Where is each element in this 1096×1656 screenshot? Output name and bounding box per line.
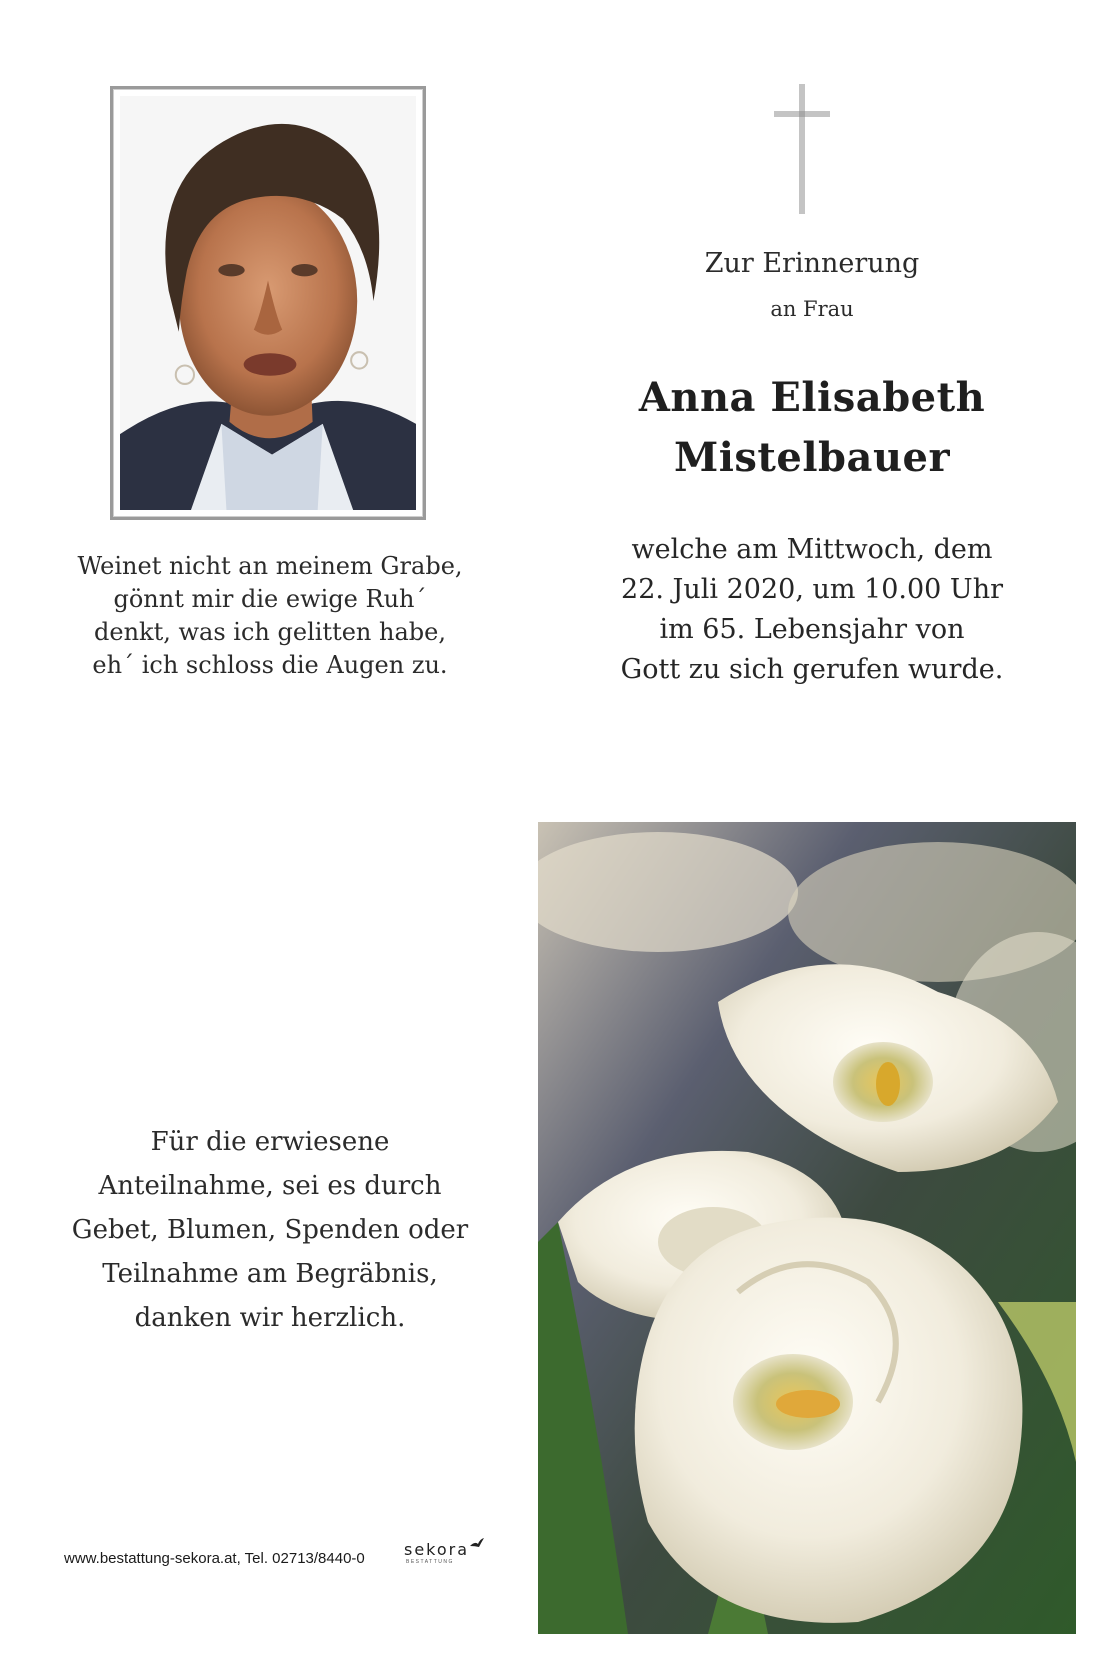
verse-line: denkt, was ich gelitten habe, — [94, 618, 446, 646]
death-line: Gott zu sich gerufen wurde. — [620, 654, 1004, 685]
logo-text: sekora — [404, 1540, 470, 1559]
sekora-logo — [404, 1540, 469, 1565]
verse-line: gönnt mir die ewige Ruh´ — [113, 585, 427, 613]
verse-line: Weinet nicht an meinem Grabe, — [77, 552, 463, 580]
memorial-panel — [548, 0, 1076, 800]
cross-icon — [770, 84, 834, 214]
thanks-text — [60, 1120, 480, 1340]
verse-line: eh´ ich schloss die Augen zu. — [92, 651, 448, 679]
memorial-heading: Zur Erinnerung — [704, 248, 920, 279]
memorial-subheading: an Frau — [770, 297, 854, 321]
flower-panel — [538, 822, 1076, 1634]
death-line: im 65. Lebensjahr von — [659, 614, 965, 645]
verse — [60, 550, 480, 682]
footer-contact: www.bestattung-sekora.at, Tel. 02713/8440-0 — [64, 1550, 365, 1567]
portrait-panel — [0, 0, 548, 820]
thanks-line: Für die erwiesene — [150, 1127, 390, 1157]
death-line: 22. Juli 2020, um 10.00 Uhr — [621, 574, 1003, 605]
death-line: welche am Mittwoch, dem — [631, 534, 993, 565]
footer — [64, 1538, 534, 1578]
thanks-line: danken wir herzlich. — [134, 1303, 406, 1333]
name-last: Mistelbauer — [673, 434, 951, 481]
death-notice — [548, 530, 1076, 690]
thanks-panel — [0, 820, 548, 1656]
bird-icon — [470, 1538, 484, 1550]
thanks-line: Gebet, Blumen, Spenden oder — [71, 1215, 469, 1245]
portrait-photo — [120, 96, 416, 510]
logo-subtext: BESTATTUNG — [406, 1559, 454, 1565]
thanks-line: Anteilnahme, sei es durch — [98, 1171, 442, 1201]
name-first: Anna Elisabeth — [638, 374, 986, 421]
thanks-line: Teilnahme am Begräbnis, — [102, 1259, 438, 1289]
calla-lily-photo — [538, 822, 1076, 1634]
portrait-frame — [110, 86, 426, 520]
deceased-name — [548, 368, 1076, 488]
